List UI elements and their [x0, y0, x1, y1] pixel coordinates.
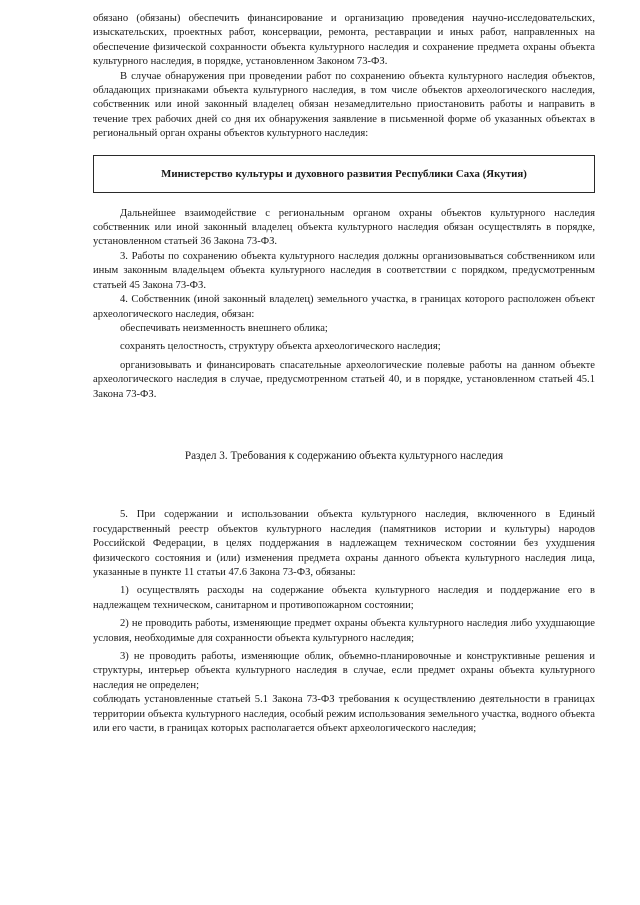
paragraph-continuation: обязано (обязаны) обеспечить финансирование и организацию проведения научно-исследовательских, изыскательских, проектных работ, консервации, ремонта, реставрации и иных работ, направленных на обеспечение физической сохранности объекта культурного наследия и сохранение предмета охраны объекта культурного наследия, в порядке, установленном Законом 73-ФЗ.	[93, 13, 595, 68]
authority-name: Министерство культуры и духовного развития Республики Саха (Якутия)	[161, 167, 527, 180]
paragraph-item-4-obligation-3: организовывать и финансировать спасательные археологические полевые работы на данном объекте археологического наследия в случае, предусмотренном статьей 40, и в порядке, установленном статьей 45.1 Закона 73-ФЗ.	[93, 359, 595, 400]
paragraph-item-5: 5. При содержании и использовании объекта культурного наследия, включенного в Единый государственный реестр объектов культурного наследия (памятников истории и культуры) народов Российской Федерации, в целях поддержания в надлежащем техническом состоянии без ухудшения физического состояния и (или) изменения предмета охраны данного объекта культурного наследия лица, указанные в пункте 11 статьи 47.6 Закона 73-ФЗ, обязаны:	[93, 509, 595, 578]
paragraph-discovery-notice: В случае обнаружения при проведении работ по сохранению объекта культурного наследия объектов, обладающих признаками объекта культурного наследия, в том числе объектов археологического наследия, собственник или иной законный владелец обязан незамедлительно приостановить работы и направить в течение трех рабочих дней со дня их обнаружения заявление в письменной форме об указанных объектах в региональный орган охраны объектов культурного наследия:	[93, 70, 595, 140]
paragraph-item-5-subitem-1: 1) осуществлять расходы на содержание объекта культурного наследия и поддержание его в надлежащем техническом, санитарном и противопожарном состоянии;	[93, 585, 595, 611]
paragraph-item-4: 4. Собственник (иной законный владелец) земельного участка, в границах которого расположен объект археологического наследия, обязан:	[93, 294, 595, 320]
section-3-heading: Раздел 3. Требования к содержанию объекта культурного наследия	[184, 449, 504, 462]
paragraph-item-5-subitem-2: 2) не проводить работы, изменяющие предмет охраны объекта культурного наследия либо ухудшающие условия, необходимые для сохранности объекта культурного наследия;	[93, 618, 595, 644]
paragraph-item-4-obligation-2: сохранять целостность, структуру объекта археологического наследия;	[120, 341, 441, 353]
paragraph-interaction: Дальнейшее взаимодействие с региональным органом охраны объектов культурного наследия собственник или иной законный владелец объекта культурного наследия обязан осуществлять в порядке, установленном статьей 36 Закона 73-ФЗ.	[93, 207, 595, 248]
paragraph-item-5-compliance: соблюдать установленные статьей 5.1 Закона 73-ФЗ требования к осуществлению деятельности в границах территории объекта культурного наследия, особый режим использования земельного участка, водного объекта или его части, в границах которых располагается объект археологического наследия;	[93, 694, 595, 735]
authority-stamp-box	[93, 155, 595, 193]
paragraph-item-5-subitem-3: 3) не проводить работы, изменяющие облик, объемно-планировочные и конструктивные решения и структуры, интерьер объекта культурного наследия в случае, если предмет охраны объекта культурного наследия не определен;	[93, 651, 595, 691]
paragraph-item-3: 3. Работы по сохранению объекта культурного наследия должны организовываться собственником или иным законным владельцем объекта культурного наследия в соответствии с порядком, предусмотренным статьей 45 Закона 73-ФЗ.	[93, 250, 595, 291]
paragraph-item-4-obligation-1: обеспечивать неизменность внешнего облика;	[120, 322, 328, 334]
